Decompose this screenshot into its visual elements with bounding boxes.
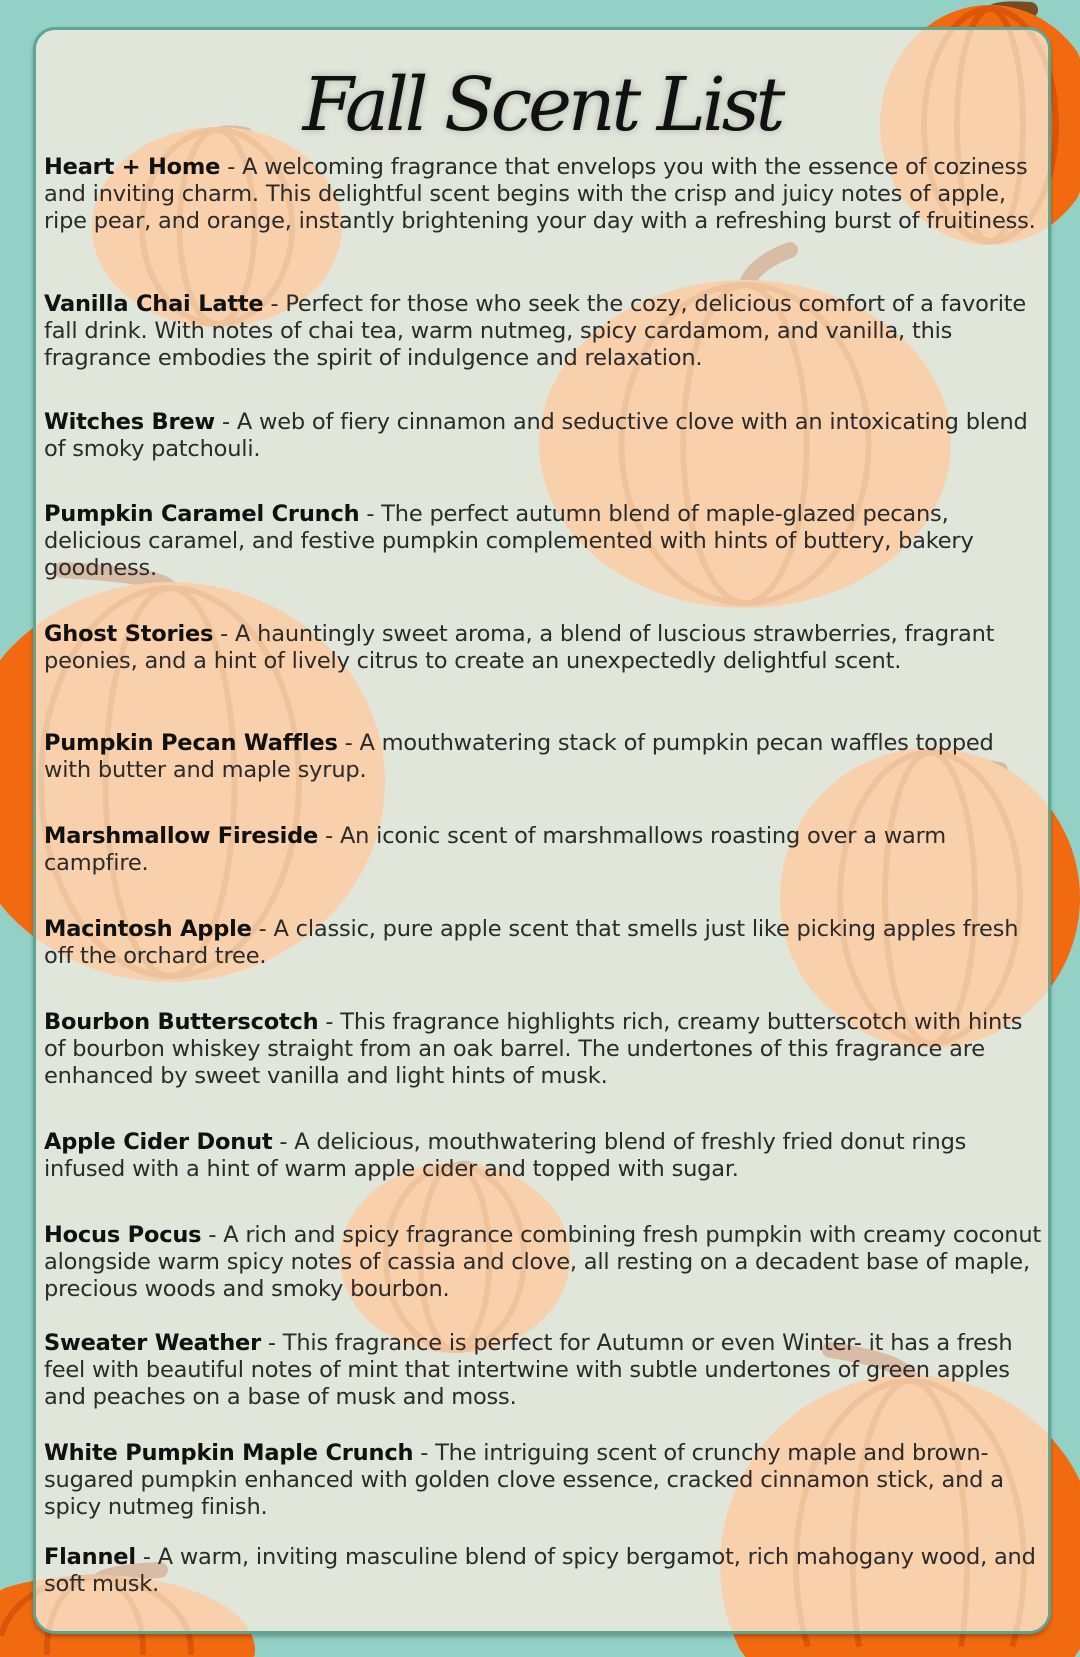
scent-name: Macintosh Apple <box>44 916 252 942</box>
scent-description: - A classic, pure apple scent that smells just like picking apples fresh off the orchard tree. <box>44 916 1019 969</box>
scent-description: - An iconic scent of marshmallows roasting over a warm campfire. <box>44 823 947 876</box>
scent-entry <box>44 916 1044 970</box>
scent-description: - A mouthwatering stack of pumpkin pecan waffles topped with butter and maple syrup. <box>44 730 994 783</box>
scent-description: - A welcoming fragrance that envelops you with the essence of coziness and inviting charm. This delightful scent begins with the crisp and juicy notes of apple, ripe pear, and orange, instantly brightening your day with a refreshing burst of fruitiness. <box>44 154 1036 234</box>
scent-entry <box>44 154 1044 235</box>
scent-description: - The perfect autumn blend of maple-glazed pecans, delicious caramel, and festive pumpkin complemented with hints of buttery, bakery goodness. <box>44 501 974 581</box>
scent-name: Hocus Pocus <box>44 1222 202 1248</box>
scent-description: - The intriguing scent of crunchy maple and brown-sugared pumpkin enhanced with golden clove essence, cracked cinnamon stick, and a spicy nutmeg finish. <box>44 1440 1004 1520</box>
scent-name: Apple Cider Donut <box>44 1129 273 1155</box>
scent-description: - This fragrance is perfect for Autumn or even Winter- it has a fresh feel with beautiful notes of mint that intertwine with subtle undertones of green apples and peaches on a base of musk and moss. <box>44 1330 1013 1410</box>
scent-name: White Pumpkin Maple Crunch <box>44 1440 414 1466</box>
scent-description: - This fragrance highlights rich, creamy butterscotch with hints of bourbon whiskey straight from an oak barrel. The undertones of this fragrance are enhanced by sweet vanilla and light hints of musk. <box>44 1009 1023 1089</box>
scent-name: Vanilla Chai Latte <box>44 291 264 317</box>
scent-description: - A web of fiery cinnamon and seductive clove with an intoxicating blend of smoky patchouli. <box>44 409 1028 462</box>
scent-entry <box>44 1129 1044 1183</box>
page-title: Fall Scent List <box>302 62 782 148</box>
scent-description: - A warm, inviting masculine blend of spicy bergamot, rich mahogany wood, and soft musk. <box>44 1544 1036 1597</box>
scent-description: - Perfect for those who seek the cozy, delicious comfort of a favorite fall drink. With notes of chai tea, warm nutmeg, spicy cardamom, and vanilla, this fragrance embodies the spirit of indulgence and relaxation. <box>44 291 1027 371</box>
scent-entry <box>44 1544 1044 1598</box>
scent-entry <box>44 823 1044 877</box>
scent-entry <box>44 291 1044 372</box>
scent-description: - A rich and spicy fragrance combining fresh pumpkin with creamy coconut alongside warm spicy notes of cassia and clove, all resting on a decadent base of maple, precious woods and smoky bourbon. <box>44 1222 1042 1302</box>
pumpkin-5 <box>780 748 1051 1048</box>
pumpkin-body <box>780 748 1051 1048</box>
scent-entry <box>44 1330 1044 1411</box>
scent-name: Bourbon Butterscotch <box>44 1009 319 1035</box>
scent-name: Pumpkin Caramel Crunch <box>44 501 360 527</box>
scent-entry <box>44 1009 1044 1090</box>
scent-list-card <box>33 27 1051 1634</box>
scent-name: Sweater Weather <box>44 1330 261 1356</box>
scent-entry <box>44 621 1044 675</box>
scent-entry <box>44 1440 1044 1521</box>
scent-name: Pumpkin Pecan Waffles <box>44 730 338 756</box>
scent-entry <box>44 1222 1044 1303</box>
scent-name: Heart + Home <box>44 154 221 180</box>
scent-entry <box>44 409 1044 463</box>
scent-entry <box>44 501 1044 582</box>
scent-name: Marshmallow Fireside <box>44 823 319 849</box>
scent-description: - A hauntingly sweet aroma, a blend of luscious strawberries, fragrant peonies, and a hint of lively citrus to create an unexpectedly delightful scent. <box>44 621 995 674</box>
scent-entry <box>44 730 1044 784</box>
scent-name: Witches Brew <box>44 409 216 435</box>
scent-description: - A delicious, mouthwatering blend of freshly fried donut rings infused with a hint of warm apple cider and topped with sugar. <box>44 1129 967 1182</box>
scent-name: Ghost Stories <box>44 621 214 647</box>
scent-name: Flannel <box>44 1544 136 1570</box>
